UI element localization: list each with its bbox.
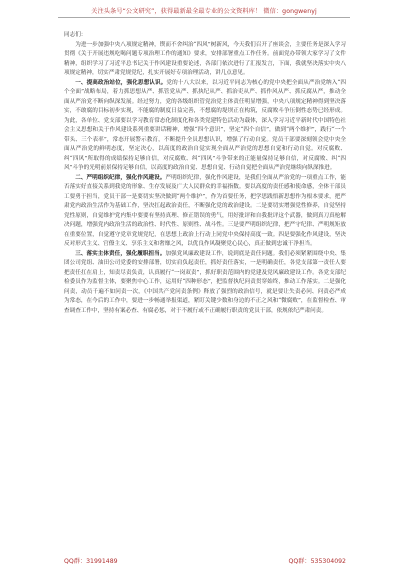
section-heading: 二、严明组织纪律，强化作风建设。 (75, 174, 166, 181)
section-heading: 一、提高政治站位，强化思想认识。 (75, 79, 167, 86)
section-body: 严明组织纪律，强化作风建设，是我们全面从严治党的一项重点工作，能否落实好直接关系到我党的形象、生存发展及广大人民群众的幸福指数。要以高度的责任感和使命感，全体干部员工要勇于担当，党员干部一是要切实坚决做到“两个维护”，作为首要任务，把学思践悟新思想作为根本要求，把严肃党内政治生活作为基础工作，坚决扛起政治责任，不断强化党的政治建设。二是要切实增强党性修养，自觉坚持党性原则，自觉维护党内集中要要有坚持真理、修正错误的勇气，用好批评和自我批评这个武器，做到真刀真枪解决问题，增强党内政治生活的政治性、时代性、原则性、战斗性。三是要严明组织纪律，把严守纪律、严明规矩放在重要位置，自觉遵守党章党规党纪，在思想上政治上行动上同党中央保持高度一致。四是要强化作风建设，坚决反对形式主义、官僚主义、享乐主义和奢靡之风，以优良作风凝聚党心民心，真正做到忠诚干净担当。 (64, 174, 346, 247)
header-divider (58, 17, 350, 18)
section-three (64, 250, 346, 317)
intro-paragraph: 为进一步加强中央八项规定精神，锲而不舍纠治“四风”树新风，今天我们召开了座谈会，主要任务是深入学习贯彻《关于开展违规吃喝问题专项治理工作的通知》要求，安排部署重点工作任务。前面党办带领大家学习了文件精神，组织学习了习近平总书记关于作风建设重要论述，各部门依次进行了汇报发言，下面，我就坚决落实中央八项规定精神，切实严肃党规党纪，扎实开展好专项治理活动，讲几点意见。 (64, 41, 346, 76)
top-banner: 关注头条号“公文研究”，获得最新最全最专业的公文资料库！ 微信：gongwenyj (91, 8, 317, 15)
section-two (64, 174, 346, 250)
footer (64, 556, 346, 565)
section-body: 党的十八大以来，以习近平同志为核心的党中央把全面从严治党纳入“四个全面”战略布局，着力抓思想从严、抓管党从严、抓执纪从严、抓治吏从严、抓作风从严、抓反腐从严，推动全面从严治党不断向纵深发展。经过努力，党的各级组织管党治党主体责任明显增强，中央八项规定精神得到坚决落实，不敢腐的目标初步实现，不能腐的制度日益完善，不想腐的堤坝正在构筑，反腐败斗争压倒性态势已经形成。为此，各单位、党支部要以学习教育常态化制度化和各类党建特色活动为载体，深入学习习近平新时代中国特色社会主义思想和关于作风建设系列重要讲话精神，增强“四个意识”，坚定“四个自信”，做到“两个维护”，践行“一个带头、三个表率”，常态开展警示教育，不断提升全员思想认识，增强了行动自觉。党员干部要深刻领会党中央全面从严治党的鲜明态度，坚定决心，以高度的政治自觉实现全面从严治党的思想自觉和行动自觉。对反腐败、纠“四风”所取得的成绩保持足够自信，对反腐败、纠“四风”斗争带来的正能量保持足够自信，对反腐败、纠“四风”斗争的光明前景保持足够自信，以高度的政治自觉、思想自觉、行动自觉把全面从严治党继续向纵深推进。 (64, 79, 346, 171)
document-body (64, 22, 346, 316)
salutation: 同志们： (64, 32, 87, 38)
qq-group-1: QQ群：31991489 (64, 558, 118, 565)
section-body: 加强党风廉政建设工作，说到底是责任问题。我们必须紧紧围绕中央、集团公司党组、油田公司党委的安排部署，切实肩负起责任，抓好责任落实，一是明确责任，各党支部第一责任人要把责任扛在肩上，知责尽责负责，认真履行“一岗双责”，抓好职责范围内的党建及党风廉政建设工作。各党支部纪检委员作为监督主体，要聚焦中心工作，运用好“四种形态”，把监督执纪问责贯穿始终，推动工作落实。二是强化问责，动员千遍不如问责一次，《中国共产党问责条例》释放了强烈的政治信号，就是要让失责必问、问责必严成为常态，在今后的工作中，要进一步畅通举报渠道，紧盯关键少数和身边的不正之风和“微腐败”，在监督检查、审查调查工作中，坚持有案必查、有腐必惩，对于不履行或不正确履行职责的党员干部，依规依纪严肃问责。 (64, 250, 346, 314)
section-heading: 三、落实主体责任，强化履职担当。 (75, 250, 166, 257)
section-one (64, 79, 346, 174)
qq-group-2: QQ群：535304092 (288, 558, 346, 565)
